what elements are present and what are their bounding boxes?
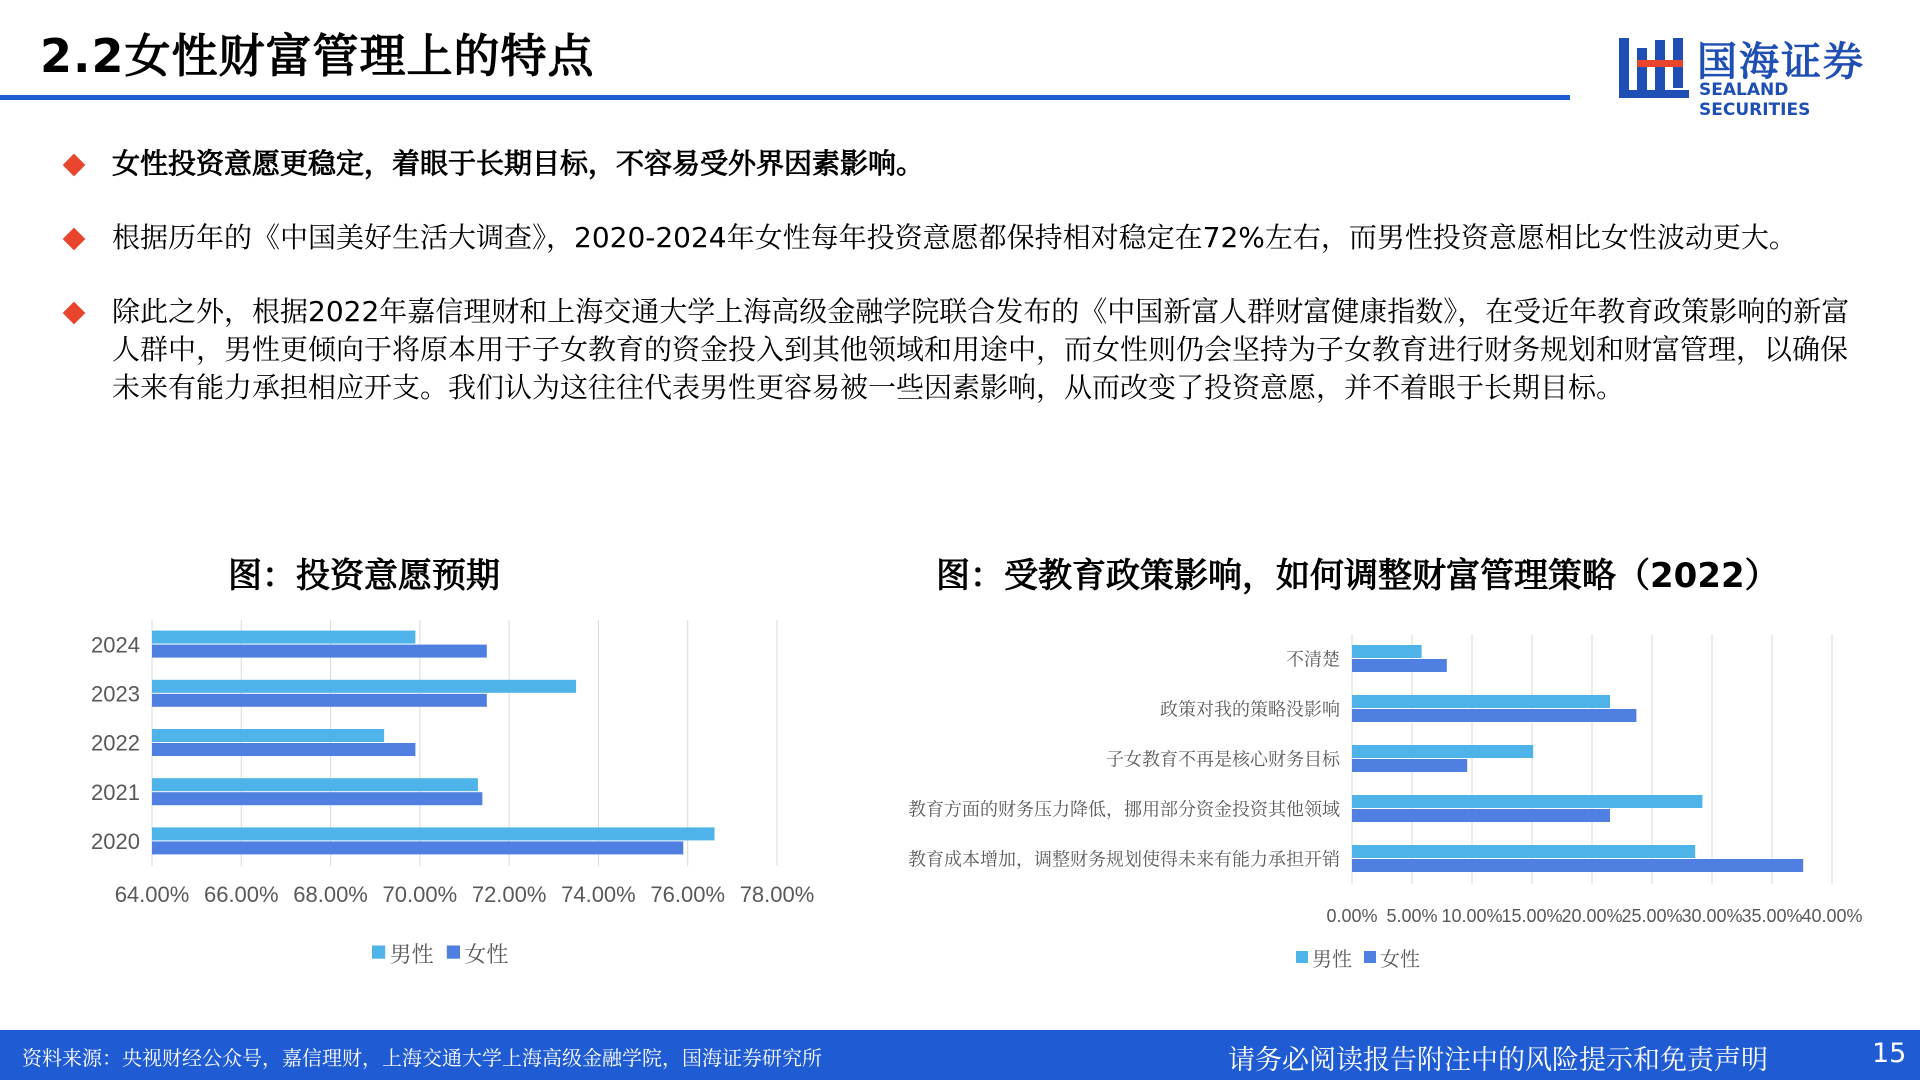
bar-female: [1352, 859, 1803, 872]
bar-male: [1352, 745, 1533, 758]
legend-label: 女性: [1380, 949, 1420, 971]
bar-female: [152, 645, 487, 658]
chart2-title: 图：受教育政策影响，如何调整财富管理策略（2022）: [936, 556, 1779, 596]
bar-female: [152, 841, 683, 854]
y-category-label: 不清楚: [1286, 649, 1340, 670]
bar-female: [1352, 809, 1610, 822]
y-category-label: 2021: [91, 779, 140, 805]
y-category-label: 教育方面的财务压力降低，挪用部分资金投资其他领域: [908, 799, 1340, 820]
bar-male: [152, 729, 384, 742]
y-category-label: 2024: [91, 632, 140, 658]
legend-label: 男性: [1312, 949, 1352, 971]
bar-female: [152, 694, 487, 707]
bar-male: [152, 680, 576, 693]
chart1-title: 图：投资意愿预期: [228, 556, 500, 596]
bullet-text: 除此之外，根据2022年嘉信理财和上海交通大学上海高级金融学院联合发布的《中国新富人群财富健康指数》，在受近年教育政策影响的新富人群中，男性更倾向于将原本用于子女教育的资金投入到其他领域和用途中，而女性则仍会坚持为子女教育进行财务规划和财富管理，以确保未来有能力承担相应开支。我们认为这往往代表男性更容易被一些因素影响，从而改变了投资意愿，并不着眼于长期目标。: [112, 295, 1850, 404]
bar-female: [1352, 759, 1467, 772]
x-tick-label: 40.00%: [1801, 906, 1863, 926]
x-tick-label: 20.00%: [1561, 906, 1623, 926]
x-tick-label: 64.00%: [114, 882, 190, 907]
bar-male: [1352, 645, 1422, 658]
bar-female: [152, 792, 482, 805]
bullet-item: [60, 293, 1860, 407]
x-tick-label: 72.00%: [471, 882, 547, 907]
x-tick-label: 70.00%: [382, 882, 458, 907]
x-tick-label: 74.00%: [561, 882, 636, 907]
logo-text-cn: 国海证券: [1697, 39, 1865, 85]
y-category-label: 2020: [91, 829, 140, 855]
bullet-text: 女性投资意愿更稳定，着眼于长期目标，不容易受外界因素影响。: [112, 147, 925, 180]
diamond-bullet-icon: [63, 228, 86, 251]
y-category-label: 2023: [91, 681, 140, 707]
bar-male: [1352, 695, 1610, 708]
y-category-label: 教育成本增加，调整财务规划使得未来有能力承担开销: [908, 849, 1340, 870]
legend-label: 男性: [389, 942, 434, 967]
x-tick-label: 0.00%: [1326, 906, 1378, 926]
x-tick-label: 30.00%: [1681, 906, 1743, 926]
bar-male: [152, 827, 715, 840]
legend-swatch: [1296, 951, 1308, 963]
company-logo: [1615, 30, 1895, 120]
disclaimer-text: 请务必阅读报告附注中的风险提示和免责声明: [1228, 1045, 1768, 1076]
footer-bar: [0, 1030, 1920, 1080]
bar-male: [152, 778, 478, 791]
page-number: 15: [1872, 1038, 1907, 1069]
bar-female: [1352, 709, 1636, 722]
page-title: 2.2女性财富管理上的特点: [40, 29, 595, 83]
investment-willingness-chart: [0, 600, 900, 980]
bullet-list: [60, 145, 1860, 443]
bullet-text: 根据历年的《中国美好生活大调查》，2020-2024年女性每年投资意愿都保持相对稳定在72%左右，而男性投资意愿相比女性波动更大。: [112, 221, 1797, 254]
x-tick-label: 78.00%: [739, 882, 815, 907]
legend-swatch: [447, 946, 460, 959]
bar-female: [1352, 659, 1447, 672]
bar-male: [1352, 845, 1695, 858]
title-rule: [0, 95, 1570, 100]
legend-label: 女性: [464, 942, 509, 967]
x-tick-label: 35.00%: [1741, 906, 1803, 926]
y-category-label: 2022: [91, 730, 140, 756]
x-tick-label: 68.00%: [293, 882, 368, 907]
x-tick-label: 10.00%: [1441, 906, 1503, 926]
bar-male: [152, 631, 415, 644]
x-tick-label: 15.00%: [1501, 906, 1563, 926]
legend-swatch: [1364, 951, 1376, 963]
diamond-bullet-icon: [63, 302, 86, 325]
x-tick-label: 76.00%: [650, 882, 726, 907]
logo-text-en: SEALAND SECURITIES: [1699, 80, 1811, 120]
source-note: 资料来源：央视财经公众号，嘉信理财，上海交通大学上海高级金融学院，国海证券研究所: [22, 1046, 822, 1070]
y-category-label: 子女教育不再是核心财务目标: [1106, 749, 1340, 770]
y-category-label: 政策对我的策略没影响: [1160, 699, 1340, 720]
legend-swatch: [372, 946, 385, 959]
bar-female: [152, 743, 415, 756]
bar-male: [1352, 795, 1702, 808]
logo-mark-icon: [1615, 36, 1693, 108]
bullet-item: [60, 219, 1860, 257]
x-tick-label: 66.00%: [203, 882, 279, 907]
education-policy-chart: [840, 620, 1920, 990]
x-tick-label: 5.00%: [1386, 906, 1438, 926]
bullet-item: [60, 145, 1860, 183]
x-tick-label: 25.00%: [1621, 906, 1683, 926]
diamond-bullet-icon: [63, 154, 86, 177]
